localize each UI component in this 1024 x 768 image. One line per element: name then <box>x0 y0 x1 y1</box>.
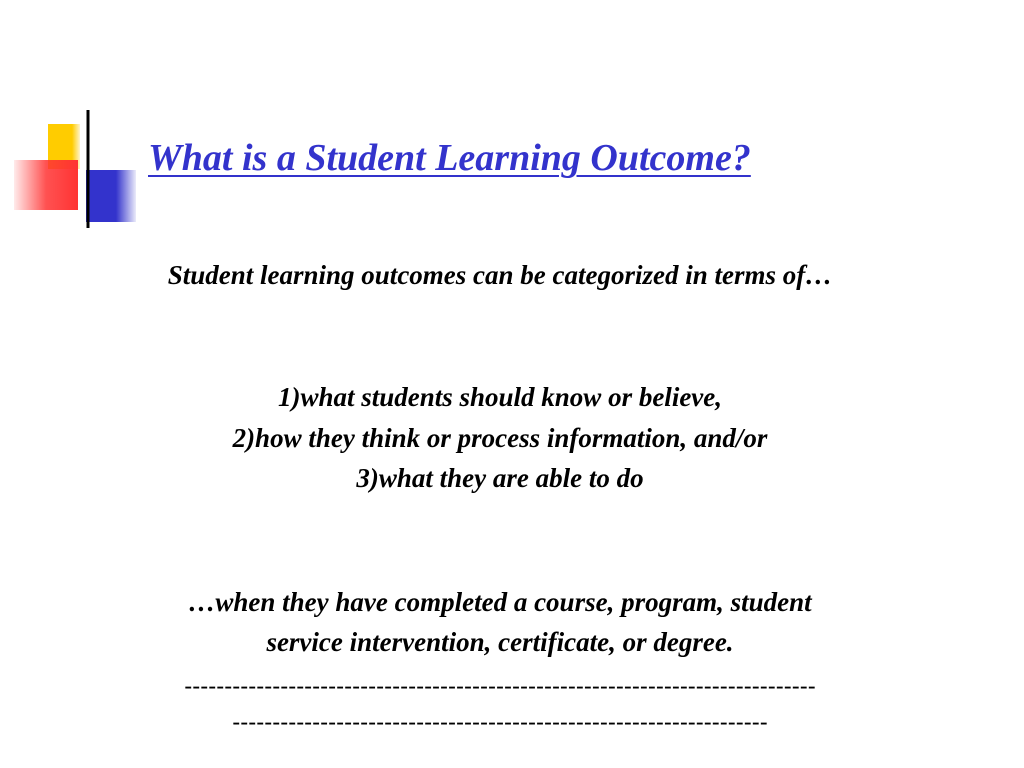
slide-title: What is a Student Learning Outcome? <box>148 137 751 179</box>
logo-blue-square <box>86 170 136 222</box>
closing-line: …when they have completed a course, program, student <box>188 587 812 617</box>
closing-text <box>0 582 1000 662</box>
list-item: 3)what they are able to do <box>356 463 644 493</box>
logo-red-square <box>14 160 78 210</box>
slide-logo-decoration <box>0 0 1024 240</box>
list-item: 2)how they think or process information, and/or <box>232 422 768 453</box>
closing-line: service intervention, certificate, or degree. <box>266 627 734 657</box>
list-item: 1)what students should know or believe, <box>277 382 723 412</box>
dashed-divider: ------------------------------------------------------------------- <box>232 709 768 736</box>
dashed-divider: ------------------------------------------------------------------------------- <box>184 673 816 700</box>
intro-text: Student learning outcomes can be categorized in terms of… <box>167 260 833 290</box>
outcome-categories-list <box>0 377 1000 499</box>
